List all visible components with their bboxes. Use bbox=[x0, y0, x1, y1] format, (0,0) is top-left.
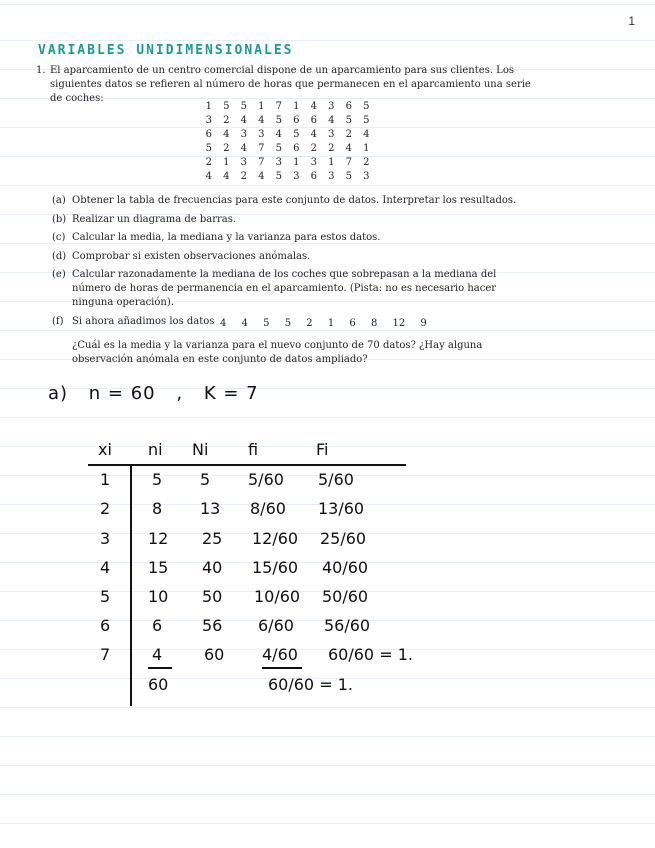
problem-number: 1. bbox=[36, 65, 46, 76]
total-fi: 60/60 = 1. bbox=[268, 675, 353, 694]
data-cell: 4 bbox=[240, 115, 247, 126]
cell-fi: 15/60 bbox=[252, 558, 299, 577]
question-label: (a) bbox=[52, 195, 66, 206]
cell-Ni: 25 bbox=[202, 529, 223, 548]
cell-xi: 7 bbox=[100, 645, 111, 664]
cell-xi: 2 bbox=[100, 499, 111, 518]
data-cell: 7 bbox=[258, 143, 265, 154]
data-cell: 2 bbox=[363, 157, 370, 168]
extra-data-value: 4 bbox=[241, 318, 248, 329]
total-ni: 60 bbox=[148, 675, 169, 694]
question-text: Calcular la media, la mediana y la varianza para estos datos. bbox=[72, 232, 381, 243]
extra-data-value: 8 bbox=[370, 318, 378, 329]
data-cell: 4 bbox=[223, 171, 230, 182]
question-label: (b) bbox=[52, 213, 67, 225]
cell-ni: 15 bbox=[148, 558, 169, 577]
data-cell: 4 bbox=[328, 115, 335, 126]
question-text: Calcular razonadamente la mediana de los coches que sobrepasan a la mediana del número de horas de permanencia en el aparcamiento. (Pista: no es necesario hacer ninguna operación). bbox=[72, 269, 497, 308]
question-list bbox=[52, 194, 532, 333]
cell-Fi: 25/60 bbox=[320, 529, 367, 548]
cell-xi: 1 bbox=[100, 470, 111, 489]
cell-fi: 10/60 bbox=[254, 587, 301, 606]
cell-ni: 4 bbox=[152, 645, 163, 664]
data-cell: 3 bbox=[275, 157, 282, 168]
cell-ni: 12 bbox=[148, 529, 169, 548]
cell-Ni: 5 bbox=[200, 470, 211, 489]
data-cell: 4 bbox=[258, 171, 265, 182]
data-cell: 1 bbox=[328, 157, 335, 168]
extra-data-value: 4 bbox=[220, 318, 227, 329]
sum-rule-ni bbox=[148, 667, 172, 669]
data-cell: 5 bbox=[240, 101, 247, 112]
cell-xi: 3 bbox=[100, 529, 111, 548]
data-cell: 3 bbox=[328, 101, 335, 112]
data-cell: 3 bbox=[240, 157, 247, 168]
question-text: Obtener la tabla de frecuencias para este conjunto de datos. Interpretar los resultados. bbox=[72, 195, 517, 206]
data-cell: 4 bbox=[345, 143, 352, 154]
cell-ni: 8 bbox=[152, 499, 163, 518]
data-cell: 3 bbox=[293, 171, 300, 182]
data-cell: 2 bbox=[223, 115, 230, 126]
question-e bbox=[52, 268, 532, 310]
data-cell: 3 bbox=[310, 157, 317, 168]
question-label: (f) bbox=[52, 315, 64, 327]
data-cell: 2 bbox=[205, 157, 212, 168]
data-cell: 5 bbox=[275, 115, 282, 126]
answer-k: K = 7 bbox=[203, 383, 259, 404]
cell-ni: 10 bbox=[148, 587, 169, 606]
cell-Ni: 56 bbox=[202, 616, 223, 635]
data-cell: 3 bbox=[205, 115, 212, 126]
data-cell: 5 bbox=[363, 115, 370, 126]
data-cell: 4 bbox=[310, 101, 317, 112]
data-cell: 5 bbox=[275, 171, 282, 182]
data-cell: 5 bbox=[275, 143, 282, 154]
header-xi: xi bbox=[98, 440, 112, 459]
cell-fi: 12/60 bbox=[252, 529, 299, 548]
cell-ni: 5 bbox=[152, 470, 163, 489]
data-cell: 4 bbox=[258, 115, 265, 126]
data-cell: 7 bbox=[345, 157, 352, 168]
data-cell: 2 bbox=[345, 129, 352, 140]
header-Fi: Fi bbox=[316, 440, 329, 459]
extra-data bbox=[220, 318, 439, 329]
data-grid bbox=[200, 100, 375, 184]
cell-xi: 5 bbox=[100, 587, 111, 606]
cell-Ni: 40 bbox=[202, 558, 223, 577]
answer-header bbox=[48, 383, 273, 404]
data-cell: 7 bbox=[275, 101, 282, 112]
question-label: (e) bbox=[52, 269, 66, 280]
cell-Ni: 13 bbox=[200, 499, 221, 518]
question-a bbox=[52, 194, 532, 208]
table-column-rule bbox=[130, 466, 132, 706]
data-cell: 6 bbox=[293, 143, 300, 154]
data-cell: 5 bbox=[293, 129, 300, 140]
page-title: VARIABLES UNIDIMENSIONALES bbox=[38, 43, 294, 58]
data-cell: 6 bbox=[205, 129, 212, 140]
data-cell: 1 bbox=[363, 143, 370, 154]
data-cell: 2 bbox=[310, 143, 317, 154]
header-ni: ni bbox=[148, 440, 163, 459]
answer-separator: , bbox=[176, 383, 184, 404]
data-cell: 4 bbox=[310, 129, 317, 140]
question-d bbox=[52, 250, 532, 264]
data-cell: 4 bbox=[363, 129, 370, 140]
page-number: 1 bbox=[628, 14, 635, 28]
data-cell: 1 bbox=[258, 101, 265, 112]
answer-part-label: a) bbox=[48, 383, 69, 404]
data-cell: 2 bbox=[328, 143, 335, 154]
cell-Fi: 13/60 bbox=[318, 499, 365, 518]
sum-rule-fi bbox=[262, 667, 302, 669]
data-cell: 1 bbox=[293, 157, 300, 168]
extra-data-value: 12 bbox=[392, 318, 406, 329]
header-Ni: Ni bbox=[192, 440, 209, 459]
cell-Ni: 50 bbox=[202, 587, 223, 606]
extra-data-value: 5 bbox=[263, 318, 270, 329]
cell-Fi: 40/60 bbox=[322, 558, 369, 577]
data-cell: 7 bbox=[258, 157, 265, 168]
extra-data-value: 1 bbox=[327, 318, 335, 329]
extra-data-value: 2 bbox=[306, 318, 313, 329]
extra-data-value: 9 bbox=[420, 318, 427, 329]
data-cell: 1 bbox=[223, 157, 230, 168]
extra-data-value: 6 bbox=[349, 318, 356, 329]
data-cell: 1 bbox=[293, 101, 300, 112]
cell-xi: 6 bbox=[100, 616, 111, 635]
header-fi: fi bbox=[248, 440, 259, 459]
question-label: (d) bbox=[52, 250, 67, 262]
question-label: (c) bbox=[52, 232, 66, 243]
cell-ni: 6 bbox=[152, 616, 163, 635]
data-cell: 2 bbox=[223, 143, 230, 154]
data-cell: 6 bbox=[345, 101, 352, 112]
data-cell: 5 bbox=[345, 115, 352, 126]
problem-text: El aparcamiento de un centro comercial dispone de un aparcamiento para sus clientes. Los siguientes datos se refieren al número de horas que permanecen en el aparcamiento una serie de coches: bbox=[50, 65, 531, 104]
data-cell: 4 bbox=[240, 143, 247, 154]
data-cell: 3 bbox=[240, 129, 247, 140]
data-cell: 5 bbox=[345, 171, 352, 182]
cell-Fi: 50/60 bbox=[322, 587, 369, 606]
data-cell: 6 bbox=[310, 171, 317, 182]
data-cell: 6 bbox=[310, 115, 317, 126]
cell-Fi: 60/60 = 1. bbox=[328, 645, 413, 664]
data-cell: 3 bbox=[258, 129, 265, 140]
cell-fi: 5/60 bbox=[248, 470, 284, 489]
table-header-rule bbox=[88, 464, 406, 466]
cell-fi: 8/60 bbox=[250, 499, 286, 518]
cell-Fi: 56/60 bbox=[324, 616, 371, 635]
question-b bbox=[52, 213, 532, 227]
data-cell: 1 bbox=[205, 101, 212, 112]
data-cell: 3 bbox=[363, 171, 370, 182]
question-c bbox=[52, 231, 532, 245]
data-cell: 4 bbox=[275, 129, 282, 140]
question-text: Realizar un diagrama de barras. bbox=[72, 213, 237, 225]
answer-n: n = 60 bbox=[88, 383, 156, 404]
data-cell: 2 bbox=[240, 171, 247, 182]
data-cell: 3 bbox=[328, 171, 335, 182]
cell-Ni: 60 bbox=[204, 645, 225, 664]
data-cell: 3 bbox=[328, 129, 335, 140]
cell-fi: 4/60 bbox=[262, 645, 298, 664]
cell-xi: 4 bbox=[100, 558, 111, 577]
question-text: Si ahora añadimos los datos bbox=[72, 315, 215, 327]
data-cell: 5 bbox=[363, 101, 370, 112]
final-question: ¿Cuál es la media y la varianza para el nuevo conjunto de 70 datos? ¿Hay alguna observación anómala en este conjunto de datos ampliado? bbox=[72, 340, 483, 365]
cell-fi: 6/60 bbox=[258, 616, 294, 635]
data-cell: 6 bbox=[293, 115, 300, 126]
data-cell: 5 bbox=[223, 101, 230, 112]
data-cell: 4 bbox=[205, 171, 212, 182]
extra-data-value: 5 bbox=[284, 318, 292, 329]
cell-Fi: 5/60 bbox=[318, 470, 354, 489]
data-cell: 4 bbox=[223, 129, 230, 140]
question-text: Comprobar si existen observaciones anómalas. bbox=[72, 250, 311, 262]
data-cell: 5 bbox=[205, 143, 212, 154]
